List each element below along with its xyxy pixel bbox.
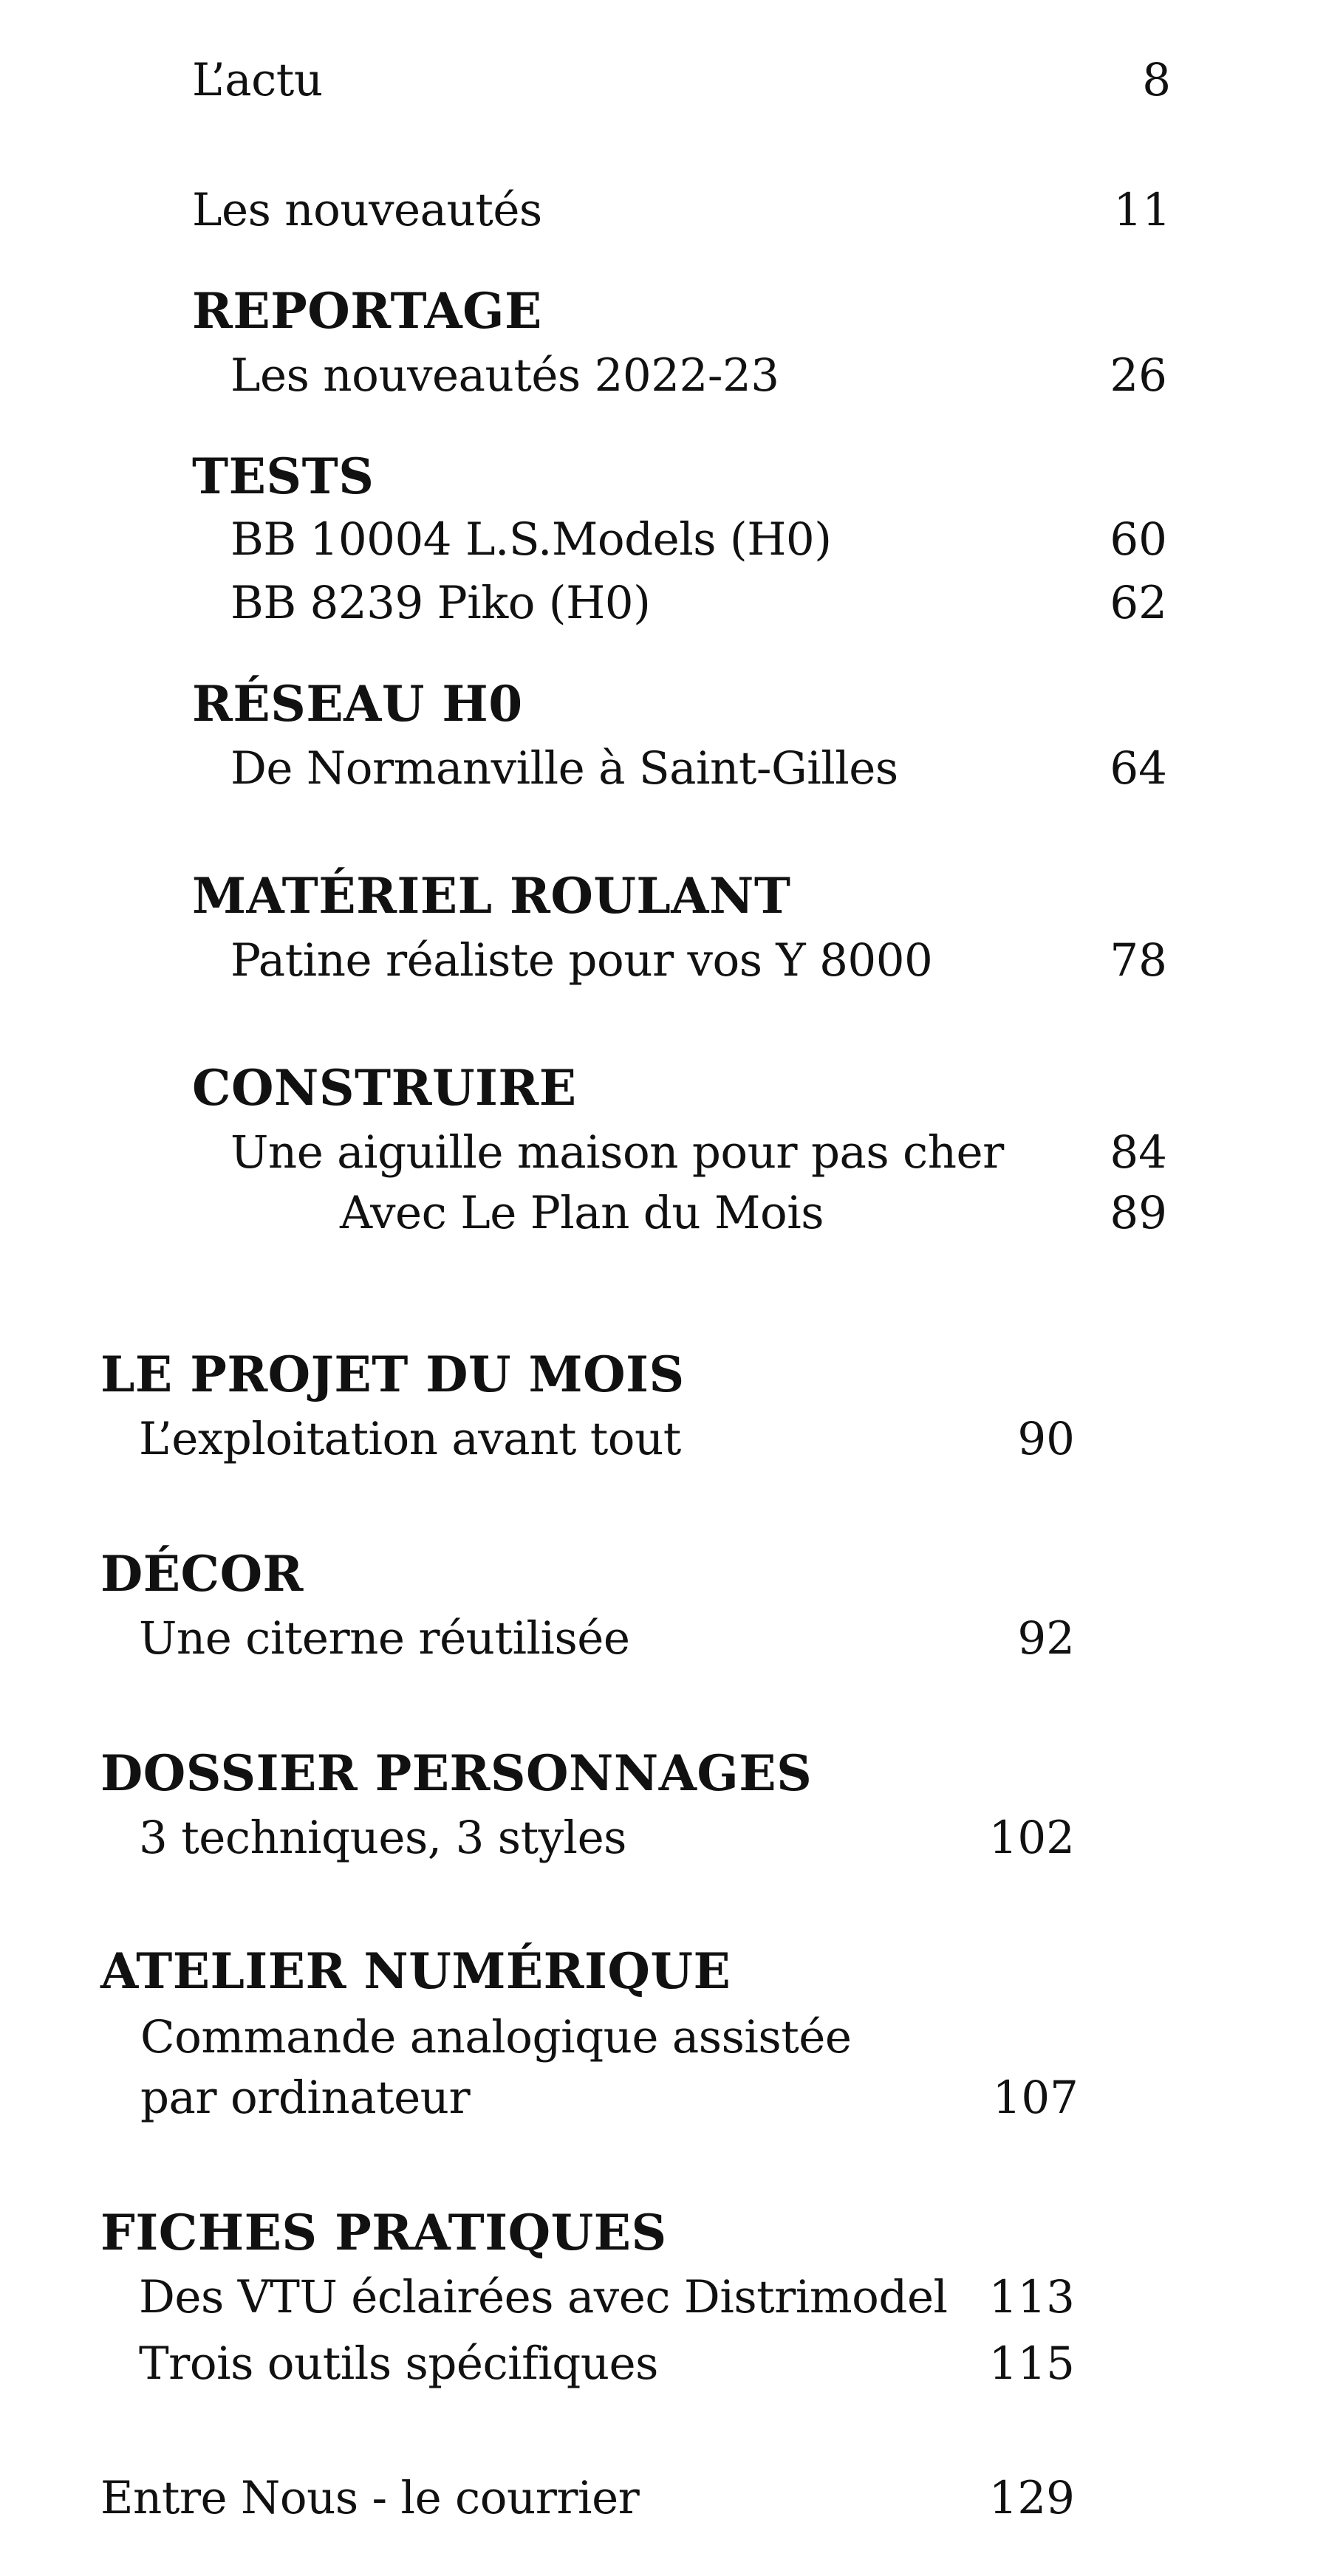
toc-entry-page: 89 [1110, 1187, 1167, 1239]
toc-entry-title: Entre Nous - le courrier [100, 2472, 640, 2524]
section-heading-tests: TESTS [192, 448, 375, 505]
section-heading-materiel: MATÉRIEL ROULANT [192, 867, 791, 925]
toc-entry-title: Avec Le Plan du Mois [340, 1187, 824, 1239]
toc-entry-page: 102 [988, 1812, 1075, 1864]
toc-entry-page: 64 [1110, 742, 1167, 795]
toc-entry-page: 26 [1110, 349, 1167, 402]
toc-entry-page: 8 [1142, 54, 1171, 106]
toc-entry-title-line1: Commande analogique assistée [140, 2011, 852, 2063]
toc-entry-page: 60 [1110, 513, 1167, 566]
section-heading-projet: LE PROJET DU MOIS [100, 1346, 685, 1403]
section-heading-fiches: FICHES PRATIQUES [100, 2204, 667, 2261]
toc-entry-page: 107 [992, 2072, 1079, 2124]
section-heading-atelier: ATELIER NUMÉRIQUE [100, 1942, 731, 2000]
toc-entry-title: Des VTU éclairées avec Distrimodel [139, 2271, 948, 2323]
section-heading-construire: CONSTRUIRE [192, 1059, 577, 1117]
toc-entry-page: 129 [988, 2472, 1075, 2524]
section-heading-dossier: DOSSIER PERSONNAGES [100, 1744, 813, 1802]
toc-entry-page: 92 [1017, 1612, 1075, 1665]
toc-entry-title-line2: par ordinateur [140, 2072, 471, 2124]
toc-entry-page: 78 [1110, 934, 1167, 987]
toc-entry-title: L’actu [192, 54, 323, 106]
toc-entry-title: Patine réaliste pour vos Y 8000 [230, 934, 933, 987]
section-heading-decor: DÉCOR [100, 1545, 304, 1603]
toc-entry-title: De Normanville à Saint-Gilles [230, 742, 898, 795]
toc-entry-title: Trois outils spécifiques [139, 2337, 658, 2390]
toc-entry-title: Une citerne réutilisée [139, 1612, 630, 1665]
toc-entry-page: 84 [1110, 1126, 1167, 1179]
toc-entry-title: Les nouveautés [192, 184, 542, 236]
toc-entry-title: BB 8239 Piko (H0) [230, 577, 651, 629]
toc-entry-page: 115 [988, 2337, 1075, 2390]
toc-entry-title: Les nouveautés 2022-23 [230, 349, 779, 402]
toc-entry-title: L’exploitation avant tout [139, 1413, 681, 1465]
toc-entry-title: 3 techniques, 3 styles [139, 1812, 626, 1864]
toc-entry-page: 11 [1113, 184, 1171, 236]
section-heading-reseau: RÉSEAU H0 [192, 675, 523, 733]
section-heading-reportage: REPORTAGE [192, 282, 542, 340]
toc-entry-page: 62 [1110, 577, 1167, 629]
toc-entry-page: 113 [988, 2271, 1075, 2323]
toc-entry-page: 90 [1017, 1413, 1075, 1465]
toc-entry-title: Une aiguille maison pour pas cher [230, 1126, 1004, 1179]
toc-entry-title: BB 10004 L.S.Models (H0) [230, 513, 832, 566]
